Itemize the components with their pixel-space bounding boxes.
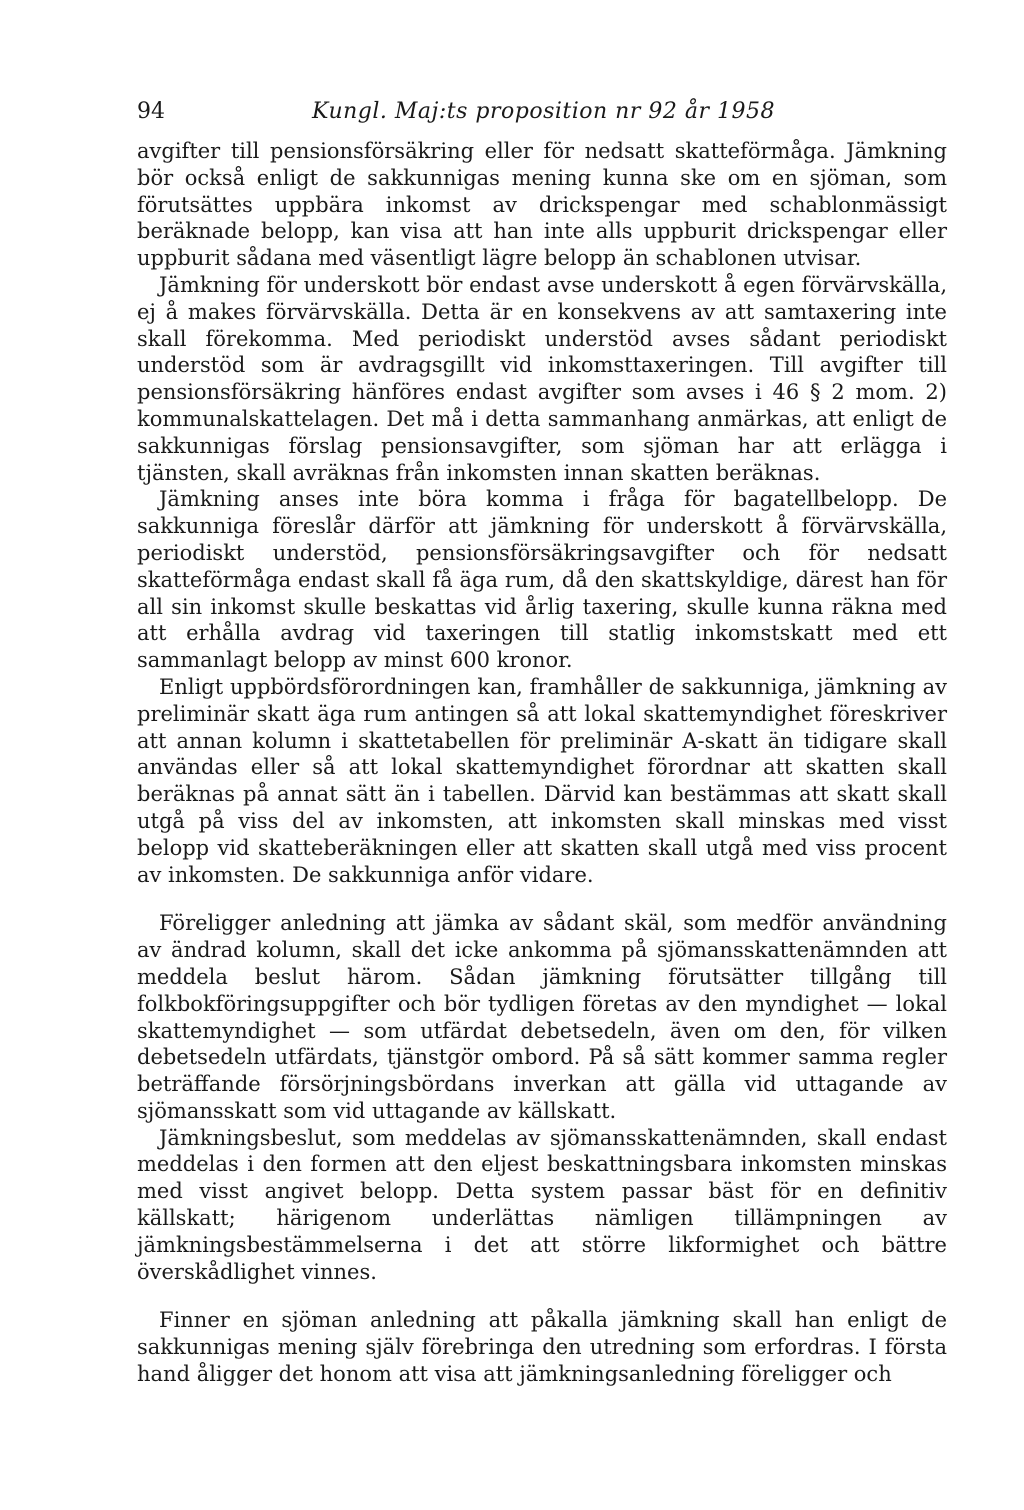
paragraph: avgifter till pensionsförsäkring eller för nedsatt skatteförmåga. Jämkning bör också enligt de sakkunnigas mening kunna ske om en sjöman, som förutsättes uppbära inkomst av drickspengar med schablonmässigt beräknade belopp, kan visa att han inte alls uppburit drickspengar eller uppburit sådana med väsentligt lägre belopp än schablonen utvisar.: [137, 139, 947, 271]
paragraph: Finner en sjöman anledning att påkalla jämkning skall han enligt de sakkunnigas mening själv förebringa den utredning som erfordras. I första hand åligger det honom att visa att jämkningsanledning föreligger och: [137, 1308, 947, 1387]
paragraph: Jämkning anses inte böra komma i fråga för bagatellbelopp. De sakkunniga föreslår därför att jämkning för underskott å förvärvskälla, periodiskt understöd, pensionsförsäkringsavgifter och för nedsatt skatteförmåga endast skall få äga rum, då den skattskyldige, därest han för all sin inkomst skulle beskattas vid årlig taxering, skulle kunna räkna med att erhålla avdrag vid taxeringen till statlig inkomstskatt med ett sammanlagt belopp av minst 600 kronor.: [137, 487, 947, 673]
body-text: [137, 138, 947, 1388]
paragraph: Jämkningsbeslut, som meddelas av sjömansskattenämnden, skall endast meddelas i den formen att den eljest beskattningsbara inkomsten minskas med visst angivet belopp. Detta system passar bäst för en definitiv källskatt; härigenom underlättas nämligen tillämpningen av jämkningsbestämmelserna i det att större likformighet och bättre överskådlighet vinnes.: [137, 1125, 947, 1284]
paragraph: Föreligger anledning att jämka av sådant skäl, som medför användning av ändrad kolumn, skall det icke ankomma på sjömansskattenämnden att meddela beslut härom. Sådan jämkning förutsätter tillgång till folkbokföringsuppgifter och bör tydligen företas av den myndighet — lokal skattemyndighet — som utfärdat debetsedeln, även om den, för vilken debetsedeln utfärdats, tjänstgör ombord. På så sätt kommer samma regler beträffande försörjningsbördans inverkan att gälla vid uttagande av sjömansskatt som vid uttagande av källskatt.: [137, 911, 947, 1123]
page-number: 94: [137, 99, 165, 124]
running-title: Kungl. Maj:ts proposition nr 92 år 1958: [312, 99, 775, 124]
paragraph: Enligt uppbördsförordningen kan, framhåller de sakkunniga, jämkning av preliminär skatt äga rum antingen så att lokal skattemyndighet föreskriver att annan kolumn i skattetabellen för preliminär A-skatt än tidigare skall användas eller så att lokal skattemyndighet förordnar att skatten skall beräknas på annat sätt än i tabellen. Därvid kan bestämmas att skatt skall utgå på viss del av inkomsten, att inkomsten skall minskas med visst belopp vid skatteberäkningen eller att skatten skall utgå med viss procent av inkomsten. De sakkunniga anför vidare.: [137, 674, 947, 887]
paragraph: Jämkning för underskott bör endast avse underskott å egen förvärvskälla, ej å makes förvärvskälla. Detta är en konsekvens av att samtaxering inte skall förekomma. Med periodiskt understöd avses sådant periodiskt understöd som är avdragsgillt vid inkomsttaxeringen. Till avgifter till pensionsförsäkring hänföres endast avgifter som avses i 46 § 2 mom. 2) kommunalskattelagen. Det må i detta sammanhang anmärkas, att enligt de sakkunnigas förslag pensionsavgifter, som sjöman har att erlägga i tjänsten, skall avräknas från inkomsten innan skatten beräknas.: [137, 272, 947, 485]
page-header: [137, 96, 937, 128]
